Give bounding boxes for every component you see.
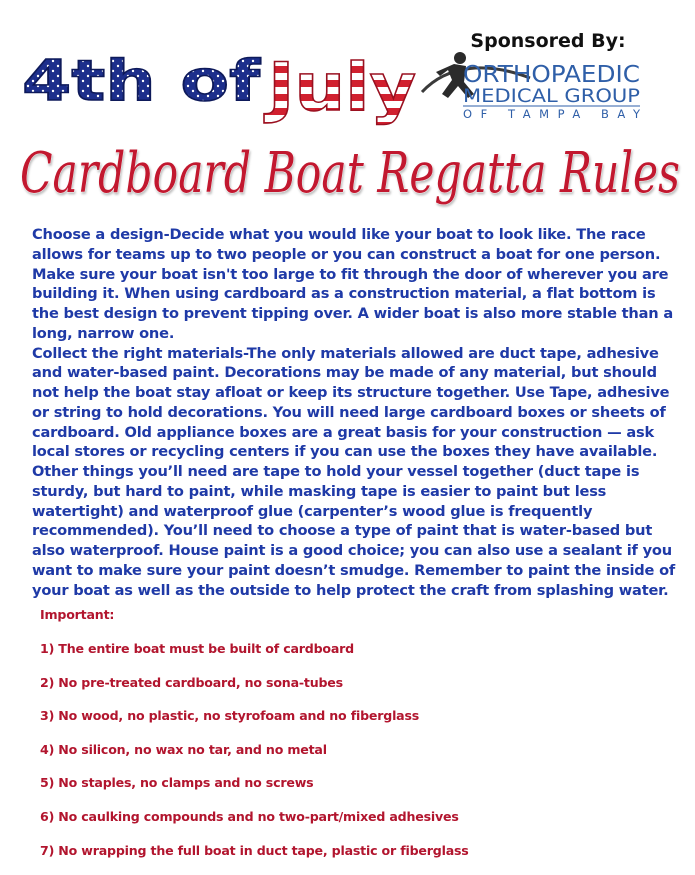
rule-item: 6) No caulking compounds and no two-part/mixed adhesives xyxy=(40,808,459,824)
july-title-part-blue: 4th of xyxy=(22,49,261,114)
rule-item: 4) No silicon, no wax no tar, and no metal xyxy=(40,741,327,757)
paragraph-materials: Collect the right materials-The only materials allowed are duct tape, adhesive and water-based paint. Decorations may be made of any material, but should not help the boat stay afloat or keep its structure together. Use Tape, adhesive or string to hold decorations. You will need large cardboard boxes or sheets of cardboard. Old appliance boxes are a great basis for your construction — ask local stores or recycling centers if you can use the boxes they have available. Other things you’ll need are tape to hold your vessel together (duct tape is sturdy, but hard to paint, while masking tape is easier to paint but less watertight) and waterproof glue (carpenter’s wood glue is frequently recommended). You’ll need to choose a type of paint that is water-based but also waterproof. House paint is a good choice; you can also use a sealant if you want to make sure your paint doesn’t smudge. Remember to paint the inside of your boat as well as the outside to help protect the craft from splashing water. xyxy=(32,344,676,599)
rule-item: 7) No wrapping the full boat in duct tape, plastic or fiberglass xyxy=(40,842,469,858)
sponsor-line-1: ORTHOPAEDIC xyxy=(463,62,640,88)
rules-list xyxy=(40,640,680,875)
important-label: Important: xyxy=(40,607,115,622)
rules-heading xyxy=(14,128,686,220)
rule-item: 3) No wood, no plastic, no styrofoam and no fiberglass xyxy=(40,708,420,724)
rule-item: 1) The entire boat must be built of cardboard xyxy=(40,641,354,656)
sponsor-label: Sponsored By: xyxy=(470,30,626,52)
july-title-part-red: July xyxy=(263,49,416,126)
july-title-text: 4th of July xyxy=(20,38,26,39)
body-text xyxy=(32,225,676,600)
sponsor-logo xyxy=(418,44,650,124)
paragraph-design: Choose a design-Decide what you would like your boat to look like. The race allows for teams up to two people or you can construct a boat for one person. Make sure your boat isn't too large to fit through the door of wherever you are building it. When using cardboard as a construction material, a flat bottom is the best design to prevent tipping over. A wider boat is also more stable than a long, narrow one. xyxy=(32,226,673,342)
rules-heading-text: Cardboard Boat Regatta Rules xyxy=(20,141,680,206)
rule-item: 5) No staples, no clamps and no screws xyxy=(40,775,314,791)
sponsor-line-3: OF TAMPA BAY xyxy=(463,107,640,121)
july-title xyxy=(20,38,420,130)
important-section xyxy=(40,606,680,875)
sponsor-line-2: MEDICAL GROUP xyxy=(463,85,640,107)
rule-item: 2) No pre-treated cardboard, no sona-tubes xyxy=(40,674,343,690)
